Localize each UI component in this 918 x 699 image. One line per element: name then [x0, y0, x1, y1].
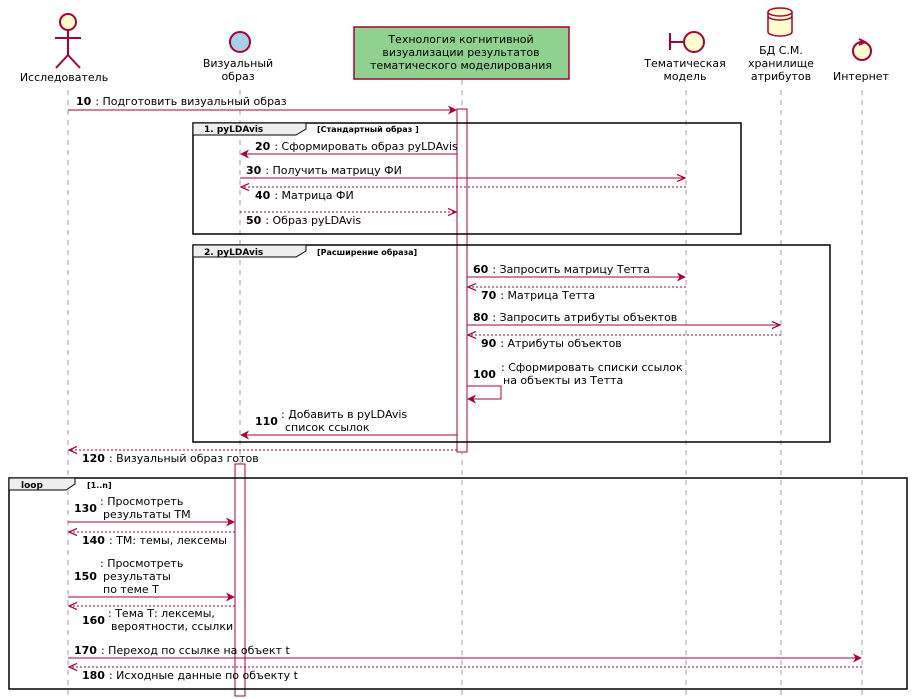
- svg-text:60: Запросить матрицу Тетта: [473, 263, 650, 276]
- boundary-icon: [670, 32, 704, 52]
- participant-researcher-label: Исследователь: [19, 71, 109, 84]
- message-50: [240, 212, 456, 227]
- svg-text:90: Атрибуты объектов: [481, 337, 622, 350]
- message-text: : Образ pyLDAvis: [265, 214, 362, 227]
- message-number: 160: [82, 614, 105, 627]
- message-number: 70: [481, 289, 497, 302]
- svg-text:180: Исходные данные по объект: [82, 669, 299, 682]
- message-130: [68, 495, 234, 522]
- participant-db-label-2: хранилище: [748, 57, 814, 70]
- entity-icon: [230, 32, 250, 52]
- message-text: : Переход по ссылке на объект t: [100, 644, 290, 657]
- participant-technology-label-2: визуализации результатов: [382, 46, 540, 59]
- message-number: 10: [76, 95, 92, 108]
- message-text: : Сформировать образ pyLDAvis: [274, 140, 458, 153]
- message-text-1: : Сформировать списки ссылок: [501, 361, 683, 374]
- message-150: [68, 557, 234, 597]
- svg-text:10: Подготовить визуальный обр: [76, 95, 287, 108]
- message-text: : Подготовить визуальный образ: [95, 95, 287, 108]
- message-number: 150: [74, 570, 97, 583]
- message-number: 20: [255, 140, 271, 153]
- message-80: [467, 311, 780, 325]
- message-60: [467, 263, 685, 277]
- message-110: [241, 408, 457, 435]
- message-number: 30: [246, 164, 262, 177]
- message-text-1: : Просмотреть: [100, 557, 184, 570]
- message-number: 50: [246, 214, 262, 227]
- message-number: 180: [82, 669, 105, 682]
- message-text-2: вероятности, ссылки: [111, 620, 234, 633]
- message-20: [241, 140, 458, 154]
- fragment-extended-guard: [Расширение образа]: [317, 248, 418, 257]
- message-90: [468, 335, 781, 350]
- participant-internet: [833, 39, 890, 83]
- message-number: 130: [74, 502, 97, 515]
- message-number: 120: [82, 452, 105, 465]
- fragment-loop-label: loop: [21, 481, 43, 491]
- participant-db: [748, 8, 814, 83]
- message-70: [468, 287, 686, 302]
- participant-technology: [354, 27, 569, 79]
- message-number: 110: [255, 415, 278, 428]
- participant-db-label-3: атрибутов: [750, 70, 812, 83]
- control-icon: [853, 39, 871, 60]
- message-text: : Визуальный образ готов: [108, 452, 259, 465]
- message-140: [69, 532, 235, 547]
- database-icon: [768, 8, 792, 36]
- participant-technology-label-3: тематического моделирования: [370, 59, 552, 72]
- message-text-2: результаты: [103, 570, 171, 583]
- activation-technology: [457, 109, 467, 452]
- participant-technology-label-1: Технология когнитивной: [388, 33, 534, 46]
- svg-text:120: Визуальный образ готов: [82, 452, 259, 465]
- message-number: 40: [255, 189, 271, 202]
- message-text-1: : Просмотреть: [100, 495, 184, 508]
- message-text-1: : Тема Т: лексемы,: [108, 607, 215, 620]
- message-text: : Запросить атрибуты объектов: [492, 311, 678, 324]
- message-100: [467, 361, 683, 399]
- participant-visual: [203, 32, 273, 83]
- message-number: 140: [82, 534, 105, 547]
- svg-text:80: Запросить атрибуты объекто: [473, 311, 677, 324]
- participant-db-label-1: БД С.М.: [759, 44, 803, 57]
- message-text: : Получить матрицу ФИ: [265, 164, 402, 177]
- svg-text:170: Переход по ссылке на объе: [74, 644, 290, 657]
- actor-icon: [55, 14, 81, 68]
- participant-model-label-1: Тематическая: [644, 57, 726, 70]
- message-number: 60: [473, 263, 489, 276]
- message-text: : ТМ: темы, лексемы: [108, 534, 227, 547]
- message-text: : Запросить матрицу Тетта: [492, 263, 650, 276]
- fragment-standard-guard: [Стандартный образ ]: [317, 125, 419, 134]
- message-text-3: по теме Т: [103, 583, 159, 596]
- message-170: [68, 644, 861, 658]
- svg-text:40: Матрица ФИ: [255, 189, 354, 202]
- message-number: 90: [481, 337, 497, 350]
- message-number: 80: [473, 311, 489, 324]
- message-text-1: : Добавить в pyLDAvis: [281, 408, 408, 421]
- message-180: [69, 667, 862, 682]
- activation-visual: [235, 464, 245, 696]
- message-120: [69, 450, 457, 465]
- fragment-extended-label: 2. pyLDAvis: [204, 248, 264, 258]
- participant-researcher: [20, 14, 108, 84]
- svg-text:50: Образ pyLDAvis: [246, 214, 361, 227]
- message-160: [69, 606, 235, 633]
- message-text: : Матрица Тетта: [500, 289, 596, 302]
- participant-internet-label: Интернет: [833, 70, 889, 83]
- message-text-2: на объекты из Тетта: [503, 374, 624, 387]
- message-10: [68, 95, 456, 110]
- message-text: : Атрибуты объектов: [500, 337, 622, 350]
- participant-model-label-2: модель: [663, 70, 707, 83]
- participant-visual-label-1: Визуальный: [202, 57, 274, 70]
- message-number: 100: [473, 368, 496, 381]
- svg-text:70: Матрица Тетта: [481, 289, 595, 302]
- message-text: : Матрица ФИ: [274, 189, 354, 202]
- svg-text:140: ТМ: темы, лексемы: [82, 534, 227, 547]
- svg-text:20: Сформировать образ pyLDAvi: [255, 140, 458, 153]
- fragment-loop-guard: [1..n]: [87, 481, 112, 490]
- fragment-standard-label: 1. pyLDAvis: [204, 125, 264, 135]
- message-number: 170: [74, 644, 97, 657]
- svg-text:30: Получить матрицу ФИ: [246, 164, 402, 177]
- message-text-2: список ссылок: [285, 421, 370, 434]
- message-arrow: [467, 386, 501, 399]
- message-text: : Исходные данные по объекту t: [108, 669, 298, 682]
- participant-visual-label-2: образ: [221, 70, 255, 83]
- message-text-2: результаты ТМ: [103, 508, 191, 521]
- participant-model: [643, 32, 725, 83]
